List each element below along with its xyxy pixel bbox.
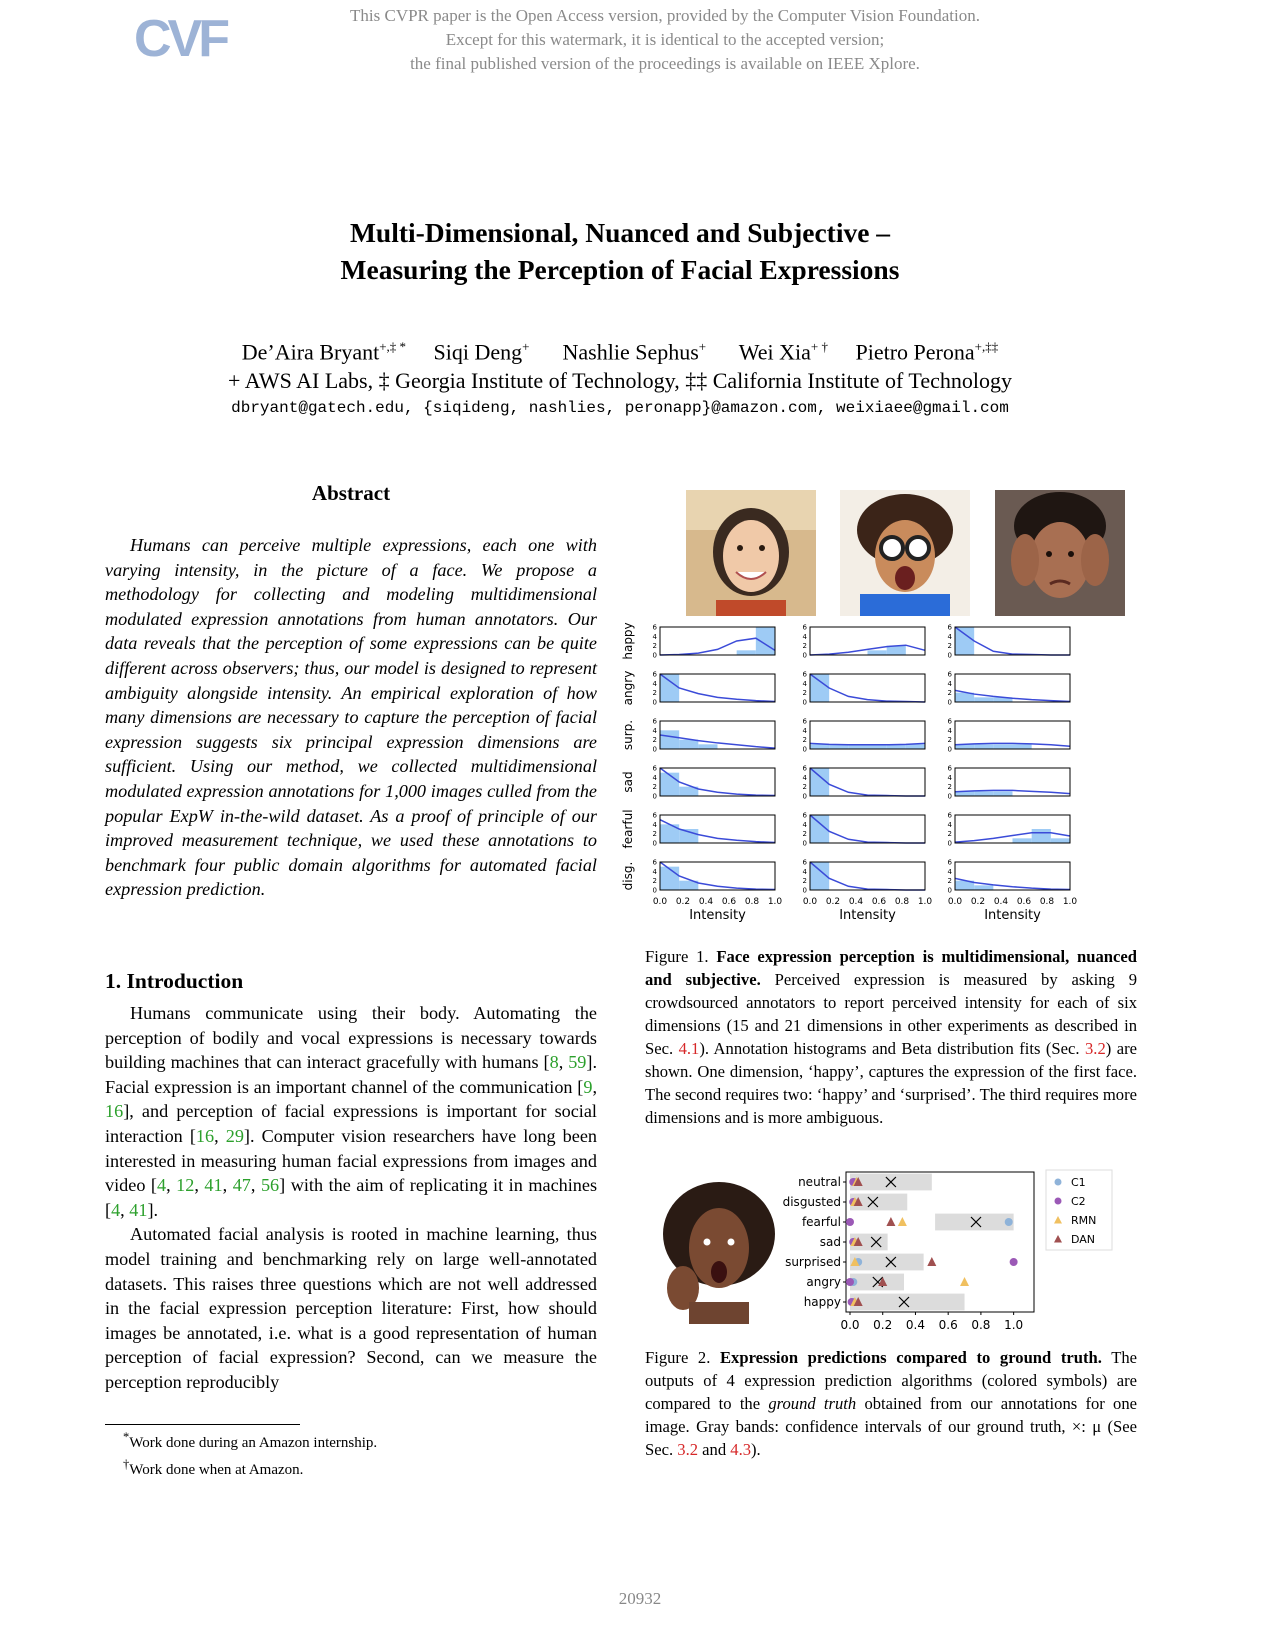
histogram-bar — [1032, 829, 1051, 843]
histogram-bar — [660, 674, 679, 702]
x-tick-label: 0.8 — [971, 1318, 991, 1332]
title-line: Measuring the Perception of Facial Expressions — [340, 254, 900, 285]
y-tick-label: 6 — [947, 811, 952, 820]
face-photo-2 — [840, 490, 970, 616]
text-run: ]. Computer vision researchers have long been interested in measuring human facial expressions from images and video [ — [105, 1125, 598, 1196]
y-tick-label: 0 — [947, 886, 952, 895]
y-tick-label: 6 — [947, 717, 952, 726]
y-tick-label: 4 — [802, 726, 807, 735]
section-ref-link[interactable]: 4.1 — [678, 1039, 700, 1058]
x-tick-label: 0.8 — [1039, 897, 1055, 907]
prediction-point — [1005, 1218, 1013, 1226]
author: Pietro Perona — [855, 339, 975, 365]
y-tick-label: 6 — [802, 764, 807, 773]
histogram-bar — [974, 885, 993, 890]
histogram-bar — [993, 744, 1012, 749]
text-run: ]. Facial expression is an important channel of the communication [ — [105, 1052, 597, 1097]
introduction-body — [105, 1001, 597, 1395]
footnote — [123, 1454, 377, 1481]
face-photo-4 — [657, 1176, 781, 1324]
watermark — [300, 4, 1030, 76]
y-tick-label: 0 — [947, 698, 952, 707]
histogram-bar — [1013, 744, 1032, 749]
text-run: Humans communicate using their body. Automating the perception of bodily and vocal expressions is necessary towards building machines that can interact gracefully with humans [ — [105, 1003, 597, 1073]
caption-bold: Face expression perception is multidimensional, nuanced and subjective. — [645, 947, 1137, 989]
histogram-bar — [974, 744, 993, 749]
row-label: happy — [621, 622, 635, 660]
histogram-bar — [974, 791, 993, 796]
y-tick-label: 4 — [652, 679, 657, 688]
category-label: happy — [803, 1295, 841, 1309]
author-mark: + — [522, 339, 530, 354]
y-tick-label: 4 — [652, 820, 657, 829]
histogram-panel — [948, 765, 1070, 801]
legend-marker — [1055, 1179, 1062, 1186]
histogram-panel — [653, 812, 775, 848]
legend-marker — [1055, 1198, 1062, 1205]
category-label: fearful — [801, 1215, 841, 1229]
paragraph: Automated facial analysis is rooted in machine learning, thus model training and benchmarking rely on large well-annotated datasets. This raises three questions which are not well addressed in the facial expression perception literature: First, how should images be annotated, i.e. what is a good representation of human perception of facial expression? Second, can we measure the perception reproducibly — [105, 1224, 597, 1392]
category-label: surprised — [785, 1255, 841, 1269]
text-run: and — [698, 1440, 731, 1459]
y-tick-label: 4 — [652, 726, 657, 735]
y-tick-label: 6 — [652, 623, 657, 632]
figure1-histogram-grid — [621, 622, 1130, 940]
y-tick-label: 0 — [802, 839, 807, 848]
x-tick-label: 0.4 — [698, 897, 714, 907]
text-run: ) are shown. One dimension, ‘happy’, captures the expression of the first face. The second requires two: ‘happy’ and ‘surprised’. The third requires more dimensions and is more ambiguous. — [645, 1039, 1137, 1127]
legend-label: DAN — [1071, 1233, 1096, 1246]
y-tick-label: 0 — [652, 839, 657, 848]
category-label: disgusted — [782, 1195, 841, 1209]
y-tick-label: 2 — [802, 877, 807, 886]
cvf-logo — [134, 8, 232, 70]
row-label: surp. — [621, 719, 635, 751]
x-tick-label: 0.2 — [825, 897, 841, 907]
y-tick-label: 6 — [802, 717, 807, 726]
section-ref-link[interactable]: 4.3 — [730, 1440, 752, 1459]
histogram-panel — [653, 859, 775, 895]
text-run: ). Annotation histograms and Beta distribution fits (Sec. — [699, 1039, 1085, 1058]
histogram-bar — [660, 730, 679, 749]
y-tick-label: 6 — [652, 670, 657, 679]
x-tick-label: 1.0 — [917, 897, 933, 907]
histogram-panel — [948, 718, 1070, 754]
y-tick-label: 0 — [802, 886, 807, 895]
y-tick-label: 4 — [652, 632, 657, 641]
category-label: angry — [806, 1275, 841, 1289]
y-tick-label: 6 — [652, 717, 657, 726]
histogram-panel — [803, 812, 925, 848]
paragraph: Humans communicate using their body. Automating the perception of bodily and vocal expressions is necessary towards building machines that can interact gracefully with humans [8, 59]. Facial expression is an important channel of the communication [9, 16], and perception of facial expressions is important for social interaction [16, 29]. Computer vision researchers have long been interested in measuring human facial expressions from images and video [4, 12, 41, 47, 56] with the aim of replicating it in machines [4, 41]. — [105, 1003, 598, 1220]
confidence-band — [935, 1214, 1014, 1231]
prediction-point — [1010, 1258, 1018, 1266]
histogram-panel — [803, 624, 925, 660]
footnote-mark: † — [123, 1457, 130, 1471]
histogram-bar — [993, 791, 1012, 796]
text-run: obtained from our annotations for one image. Gray bands: confidence intervals of our ground truth, ×: μ (See Sec. — [645, 1394, 1138, 1459]
y-tick-label: 2 — [947, 689, 952, 698]
y-tick-label: 2 — [802, 642, 807, 651]
x-tick-label: 0.2 — [873, 1318, 893, 1332]
figure1-caption — [645, 945, 1137, 1129]
histogram-panel — [653, 624, 775, 660]
text-run: ] with the aim of replicating it in machines [ — [105, 1175, 598, 1220]
citation-link[interactable]: 56 — [260, 1175, 280, 1196]
y-tick-label: 4 — [947, 820, 952, 829]
y-tick-label: 2 — [802, 736, 807, 745]
y-tick-label: 4 — [947, 632, 952, 641]
footnotes — [123, 1427, 377, 1481]
histogram-bar — [698, 744, 717, 749]
abstract-heading: Abstract — [311, 481, 391, 505]
citation-link[interactable]: 41 — [204, 1175, 223, 1196]
section-ref-link[interactable]: 3.2 — [1085, 1039, 1106, 1058]
x-tick-label: 0.6 — [938, 1318, 958, 1332]
author: Siqi Deng — [433, 339, 523, 365]
histogram-bar — [810, 674, 829, 702]
y-tick-label: 0 — [947, 839, 952, 848]
histogram-bar — [660, 867, 679, 890]
x-tick-label: 1.0 — [767, 897, 783, 907]
x-tick-label: 0.8 — [894, 897, 910, 907]
y-tick-label: 4 — [947, 679, 952, 688]
citation-link[interactable]: 8 — [549, 1052, 559, 1073]
text-run: ]. — [147, 1199, 159, 1220]
y-tick-label: 0 — [947, 745, 952, 754]
x-tick-label: 0.4 — [905, 1318, 926, 1332]
y-tick-label: 2 — [652, 736, 657, 745]
row-label: angry — [621, 670, 635, 706]
affiliations: + AWS AI Labs, ‡ Georgia Institute of Technology, ‡‡ California Institute of Technology — [228, 368, 1012, 394]
y-tick-label: 4 — [947, 773, 952, 782]
y-tick-label: 0 — [652, 745, 657, 754]
caption-label: Figure 2. — [645, 1348, 711, 1367]
x-tick-label: 1.0 — [1004, 1318, 1024, 1332]
histogram-bar — [756, 627, 775, 655]
x-tick-label: 0.0 — [947, 897, 963, 907]
author: Nashlie Sephus — [562, 339, 699, 365]
y-tick-label: 0 — [802, 792, 807, 801]
y-tick-label: 2 — [652, 783, 657, 792]
y-tick-label: 2 — [652, 830, 657, 839]
histogram-bar — [955, 627, 974, 655]
author-mark: + † — [810, 339, 828, 354]
x-tick-label: 0.4 — [993, 897, 1009, 907]
x-tick-label: 0.4 — [848, 897, 864, 907]
text-run: ). — [751, 1440, 761, 1459]
histogram-panel — [948, 624, 1070, 660]
y-tick-label: 2 — [947, 736, 952, 745]
y-tick-label: 2 — [947, 830, 952, 839]
citation-link[interactable]: 47 — [232, 1175, 251, 1196]
citation-link[interactable]: 9 — [583, 1076, 593, 1097]
legend-label: RMN — [1071, 1214, 1097, 1227]
text-run: The outputs of 4 expression prediction algorithms (colored symbols) are compared to the — [645, 1348, 1137, 1413]
histogram-bar — [679, 740, 698, 749]
y-tick-label: 2 — [802, 830, 807, 839]
y-tick-label: 0 — [947, 792, 952, 801]
histogram-panel — [803, 718, 925, 754]
title-line: Multi-Dimensional, Nuanced and Subjective – — [349, 217, 891, 248]
y-tick-label: 6 — [802, 623, 807, 632]
cvf-logo-text: CVF — [134, 10, 226, 68]
y-tick-label: 4 — [802, 773, 807, 782]
histogram-panel — [948, 812, 1070, 848]
citation-link[interactable]: 59 — [568, 1052, 587, 1073]
row-label: fearful — [621, 809, 635, 849]
histogram-panel — [803, 671, 925, 707]
beta-fit-curve — [810, 743, 925, 744]
y-tick-label: 6 — [947, 670, 952, 679]
y-tick-label: 2 — [652, 642, 657, 651]
x-axis-label: Intensity — [839, 908, 896, 923]
histogram-panel — [948, 859, 1070, 895]
legend-label: C1 — [1071, 1176, 1086, 1189]
author: De’Aira Bryant — [241, 339, 380, 365]
y-tick-label: 6 — [947, 764, 952, 773]
confidence-band — [850, 1294, 965, 1311]
y-tick-label: 6 — [652, 811, 657, 820]
page-number: 20932 — [618, 1589, 662, 1608]
y-tick-label: 4 — [947, 867, 952, 876]
x-tick-label: 0.2 — [970, 897, 986, 907]
caption-bold: Expression predictions compared to ground truth. — [719, 1348, 1102, 1367]
x-tick-label: 1.0 — [1062, 897, 1078, 907]
y-tick-label: 6 — [947, 623, 952, 632]
author-mark: +,‡‡ — [974, 339, 999, 354]
footnote-text: Work done when at Amazon. — [129, 1462, 304, 1478]
y-tick-label: 4 — [802, 867, 807, 876]
histogram-bar — [974, 697, 993, 702]
y-tick-label: 2 — [652, 689, 657, 698]
prediction-point — [846, 1278, 854, 1286]
face-photo-1 — [686, 490, 816, 616]
face-photo-3 — [995, 490, 1125, 616]
author-block — [140, 332, 1100, 395]
histogram-panel — [653, 718, 775, 754]
citation-link[interactable]: 4 — [156, 1175, 167, 1196]
y-tick-label: 0 — [802, 698, 807, 707]
y-tick-label: 6 — [947, 858, 952, 867]
y-tick-label: 4 — [802, 820, 807, 829]
caption-label: Figure 1. — [645, 947, 709, 966]
x-tick-label: 0.6 — [721, 897, 737, 907]
legend-label: C2 — [1071, 1195, 1086, 1208]
y-tick-label: 6 — [802, 670, 807, 679]
x-tick-label: 0.0 — [652, 897, 668, 907]
y-tick-label: 6 — [802, 858, 807, 867]
figure2-caption — [645, 1346, 1137, 1461]
text-run: ], and perception of facial expressions is important for social interaction [ — [105, 1101, 597, 1146]
y-tick-label: 2 — [947, 877, 952, 886]
y-tick-label: 0 — [947, 651, 952, 660]
histogram-bar — [868, 650, 887, 655]
y-tick-label: 0 — [652, 886, 657, 895]
x-tick-label: 0.2 — [675, 897, 691, 907]
author: Wei Xia — [738, 339, 811, 365]
author-emails: dbryant@gatech.edu, {siqideng, nashlies, peronapp}@amazon.com, weixiaee@gmail.com — [231, 399, 1009, 417]
y-tick-label: 2 — [947, 783, 952, 792]
y-tick-label: 0 — [652, 792, 657, 801]
y-tick-label: 2 — [947, 642, 952, 651]
paper-title — [200, 214, 1040, 288]
citation-link[interactable]: 4 — [111, 1199, 121, 1220]
x-axis-label: Intensity — [689, 908, 746, 923]
y-tick-label: 4 — [802, 679, 807, 688]
histogram-panel — [653, 671, 775, 707]
citation-link[interactable]: 41 — [129, 1199, 148, 1220]
histogram-bar — [1013, 838, 1032, 843]
y-tick-label: 0 — [802, 745, 807, 754]
y-tick-label: 6 — [652, 764, 657, 773]
footnote-mark: * — [123, 1430, 130, 1444]
histogram-bar — [1051, 838, 1070, 843]
y-tick-label: 2 — [802, 783, 807, 792]
row-label: disg. — [621, 861, 635, 891]
category-label: sad — [819, 1235, 841, 1249]
x-tick-label: 0.0 — [802, 897, 818, 907]
x-tick-label: 0.6 — [871, 897, 887, 907]
watermark-line: the final published version of the proceedings is available on IEEE Xplore. — [410, 54, 920, 73]
y-tick-label: 0 — [652, 698, 657, 707]
y-tick-label: 6 — [802, 811, 807, 820]
histogram-bar — [906, 744, 925, 749]
text-run: Perceived expression is measured by asking 9 crowdsourced annotators to report perceived intensity for each of six dimensions (15 and 21 dimensions in other experiments as described in Sec. — [645, 970, 1137, 1058]
author-mark: +,‡ * — [379, 339, 407, 354]
footnote — [123, 1427, 377, 1454]
author-names — [140, 332, 1100, 366]
histogram-bar — [660, 773, 679, 796]
histogram-bar — [810, 744, 829, 749]
section-ref-link[interactable]: 3.2 — [677, 1440, 699, 1459]
footnote-text: Work done during an Amazon internship. — [129, 1435, 378, 1451]
y-tick-label: 0 — [802, 651, 807, 660]
citation-link[interactable]: 29 — [225, 1125, 244, 1146]
watermark-line: Except for this watermark, it is identical to the accepted version; — [445, 30, 885, 49]
histogram-bar — [737, 650, 756, 655]
row-label: sad — [621, 771, 635, 793]
x-axis-label: Intensity — [984, 908, 1041, 923]
histogram-panel — [803, 765, 925, 801]
histogram-panel — [653, 765, 775, 801]
citation-link[interactable]: 16 — [195, 1125, 215, 1146]
category-label: neutral — [798, 1175, 841, 1189]
y-tick-label: 2 — [652, 877, 657, 886]
citation-link[interactable]: 12 — [176, 1175, 195, 1196]
y-tick-label: 4 — [652, 867, 657, 876]
abstract-text: Humans can perceive multiple expressions, each one with varying intensity, in the picture of a face. We propose a methodology for collecting and modeling multidimensional modulated expression annotations from human annotators. Our data reveals that the perception of some expressions can be quite different across observers; thus, our model is designed to represent ambiguity alongside intensity. An empirical exploration of how many dimensions are necessary to capture the perception of facial expression suggests six principal expression dimensions are sufficient. Using our method, we collected multidimensional modulated expression annotations for 1,000 images culled from the popular ExpW in-the-wild dataset. As a proof of principle of our improved measurement technique, we used these annotations to benchmark four public domain algorithms for automated facial expression prediction. — [105, 535, 597, 900]
x-tick-label: 0.0 — [840, 1318, 860, 1332]
x-tick-label: 0.6 — [1016, 897, 1032, 907]
watermark-line: This CVPR paper is the Open Access version, provided by the Computer Vision Foundation. — [350, 6, 980, 25]
x-tick-label: 0.8 — [744, 897, 760, 907]
prediction-point — [846, 1218, 854, 1226]
y-tick-label: 4 — [947, 726, 952, 735]
section-heading-introduction: 1. Introduction — [105, 969, 244, 993]
caption-italic: ground truth — [768, 1394, 857, 1413]
author-mark: + — [698, 339, 707, 354]
y-tick-label: 2 — [802, 689, 807, 698]
footnote-rule — [105, 1424, 300, 1425]
figure2-prediction-chart — [776, 1170, 1116, 1340]
citation-link[interactable]: 16 — [105, 1101, 124, 1122]
y-tick-label: 4 — [802, 632, 807, 641]
y-tick-label: 0 — [652, 651, 657, 660]
y-tick-label: 6 — [652, 858, 657, 867]
y-tick-label: 4 — [652, 773, 657, 782]
histogram-panel — [948, 671, 1070, 707]
histogram-panel — [803, 859, 925, 895]
legend — [1046, 1170, 1112, 1250]
